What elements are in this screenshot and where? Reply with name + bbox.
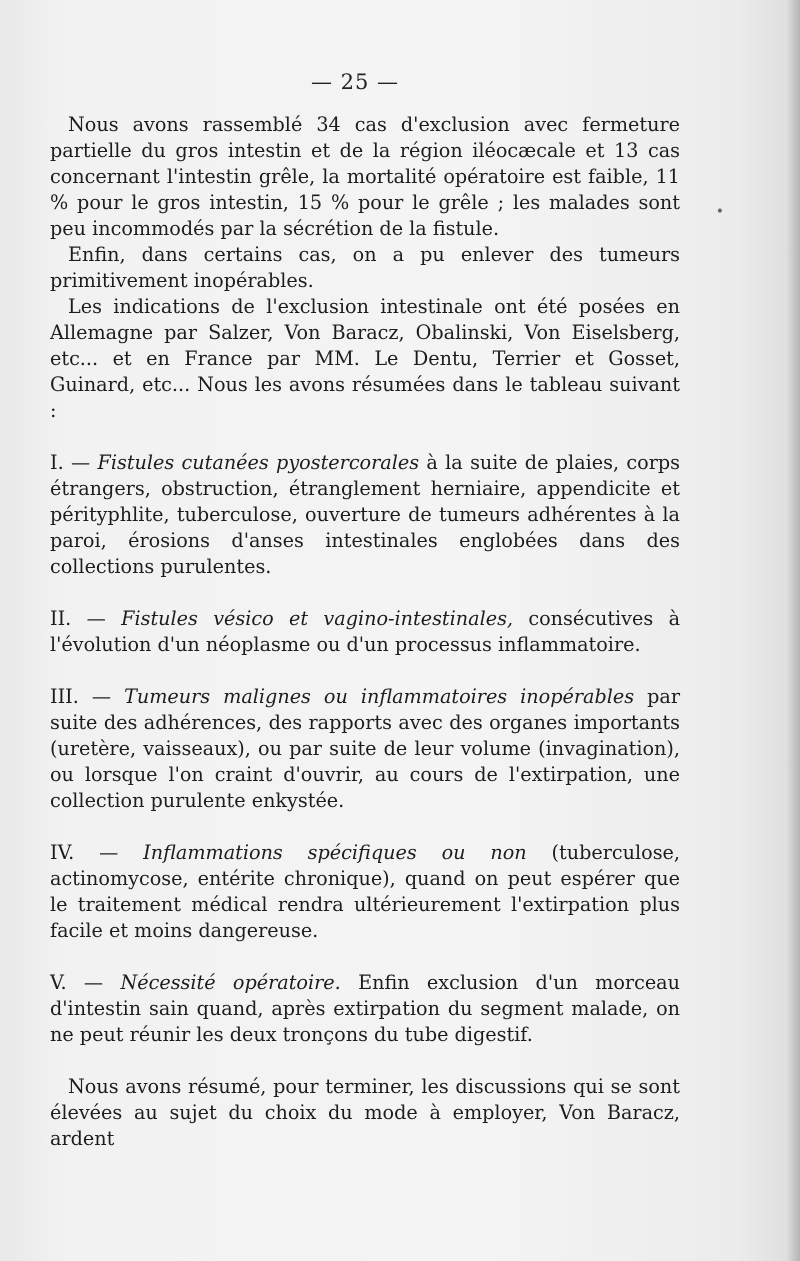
item-lead: Nécessité opératoire.: [120, 971, 341, 994]
page-number: — 25 —: [310, 70, 400, 94]
ink-speck: •: [715, 204, 724, 220]
item-numeral: II. —: [50, 607, 106, 630]
list-item-inflammations: [50, 840, 680, 944]
item-rest: consécutives à l'évolution d'un néoplasme ou d'un processus inflammatoire.: [50, 607, 681, 656]
list-item-fistules-vesico: [50, 606, 680, 658]
item-rest: à la suite de plaies, corps étrangers, obstruction, étranglement herniaire, appendicite et pérityphlite, tuberculose, ouverture de tumeurs adhérentes à la paroi, érosions d'anses intestinales englobées dans des collections purulentes.: [50, 451, 680, 578]
list-item-tumeurs: [50, 684, 680, 814]
item-numeral: IV. —: [50, 841, 119, 864]
page-edge-shadow: [786, 0, 800, 1261]
item-numeral: I. —: [50, 451, 91, 474]
list-item-necessite: [50, 970, 680, 1048]
item-lead: Fistules vésico et vagino-intestinales,: [121, 607, 514, 630]
paragraph-closing: Nous avons résumé, pour terminer, les discussions qui se sont élevées au sujet du choix du mode à employer, Von Baracz, ardent: [50, 1075, 680, 1150]
body-text: [50, 112, 680, 1152]
item-rest: (tuberculose, actinomycose, entérite chronique), quand on peut espérer que le traitement médical rendra ultérieurement l'extirpation plus facile et moins dangereuse.: [50, 841, 681, 942]
item-numeral: V. —: [50, 971, 104, 994]
item-numeral: III. —: [50, 685, 112, 708]
item-lead: Tumeurs malignes ou inflammatoires inopérables: [124, 685, 635, 708]
item-lead: Fistules cutanées pyostercorales: [97, 451, 420, 474]
item-lead: Inflammations spécifiques ou non: [143, 841, 527, 864]
paragraph-exclusion-results: Nous avons rassemblé 34 cas d'exclusion avec fermeture partielle du gros intestin et de la région iléocæcale et 13 cas concernant l'intestin grêle, la mortalité opératoire est faible, 11 % pour le gros intestin, 15 % pour le grêle ; les malades sont peu incommodés par la sécrétion de la fistule.: [50, 113, 680, 240]
list-item-fistules-cutanees: [50, 450, 680, 580]
item-rest: Enfin exclusion d'un morceau d'intestin sain quand, après extirpation du segment malade, on ne peut réunir les deux tronçons du tube digestif.: [50, 971, 680, 1046]
paragraph-tumors-removed: Enfin, dans certains cas, on a pu enlever des tumeurs primitivement inopérables.: [50, 243, 680, 292]
item-rest: par suite des adhérences, des rapports avec des organes importants (uretère, vaisseaux), ou par suite de leur volume (invagination), ou lorsque l'on craint d'ouvrir, au cours de l'extirpation, une collection purulente enkystée.: [50, 685, 681, 812]
paragraph-indications: Les indications de l'exclusion intestinale ont été posées en Allemagne par Salzer, Von Baracz, Obalinski, Von Eiselsberg, etc... et en France par MM. Le Dentu, Terrier et Gosset, Guinard, etc... Nous les avons résumées dans le tableau suivant :: [50, 295, 680, 422]
